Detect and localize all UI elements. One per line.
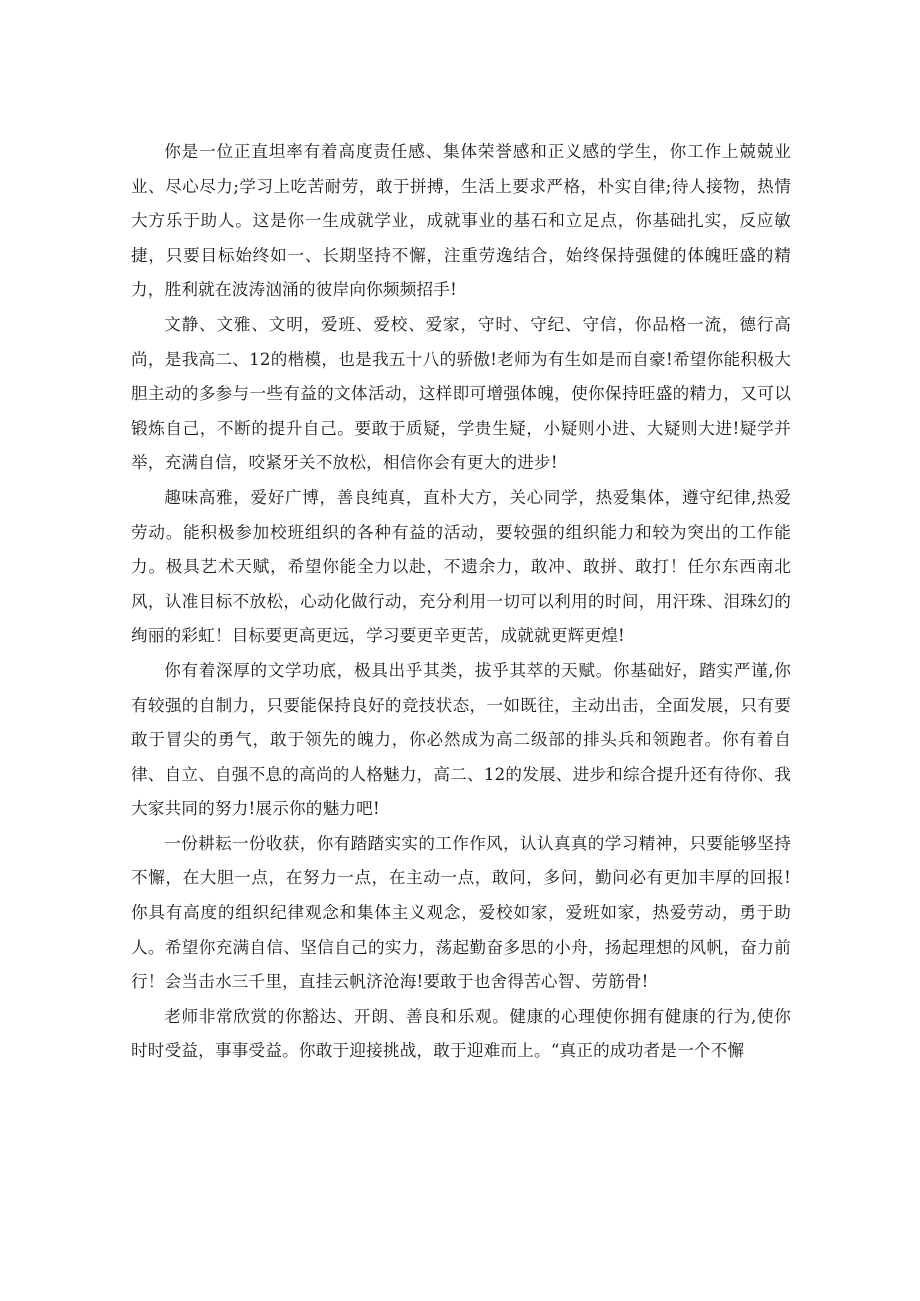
paragraph-6: 老师非常欣赏的你豁达、开朗、善良和乐观。健康的心理使你拥有健康的行为,使你时时受益，事事受益。你敢于迎接挑战，敢于迎难而上。“真正的成功者是一个不懈 [131, 1006, 791, 1061]
paragraph-2: 文静、文雅、文明，爱班、爱校、爱家，守时、守纪、守信，你品格一流，德行高尚，是我高二、12的楷模，也是我五十八的骄傲!老师为有生如是而自豪!希望你能积极大胆主动的多参与一些有益的文体活动，这样即可增强体魄，使你保持旺盛的精力，又可以锻炼自己，不断的提升自己。要敢于质疑，学贵生疑，小疑则小进、大疑则大进!疑学并举，充满自信，咬紧牙关不放松，相信你会有更大的进步! [131, 314, 791, 473]
document-page [131, 135, 791, 1069]
paragraph-1: 你是一位正直坦率有着高度责任感、集体荣誉感和正义感的学生，你工作上兢兢业业、尽心尽力;学习上吃苦耐劳，敢于拼搏，生活上要求严格，朴实自律;待人接物，热情大方乐于助人。这是你一生成就学业，成就事业的基石和立足点，你基础扎实，反应敏捷，只要目标始终如一、长期坚持不懈，注重劳逸结合，始终保持强健的体魄旺盛的精力，胜利就在波涛汹涌的彼岸向你频频招手! [131, 142, 791, 300]
paragraph-5: 一份耕耘一份收获，你有踏踏实实的工作作风，认认真真的学习精神，只要能够坚持不懈，在大胆一点，在努力一点，在主动一点，敢问，多问，勤问必有更加丰厚的回报!你具有高度的组织纪律观念和集体主义观念，爱校如家，爱班如家，热爱劳动，勇于助人。希望你充满自信、坚信自己的实力，荡起勤奋多思的小舟，扬起理想的风帆，奋力前行！会当击水三千里，直挂云帆济沧海!要敢于也舍得苦心智、劳筋骨! [131, 833, 791, 992]
paragraph-4: 你有着深厚的文学功底，极具出乎其类，拔乎其萃的天赋。你基础好，踏实严谨,你有较强的自制力，只要能保持良好的竞技状态，一如既往，主动出击，全面发展，只有要敢于冒尖的勇气，敢于领先的魄力，你必然成为高二级部的排头兵和领跑者。你有着自律、自立、自强不息的高尚的人格魅力，高二、12的发展、进步和综合提升还有待你、我大家共同的努力!展示你的魅力吧! [131, 660, 791, 819]
paragraph-3: 趣味高雅，爱好广博，善良纯真，直朴大方，关心同学，热爱集体，遵守纪律,热爱劳动。能积极参加校班组织的各种有益的活动，要较强的组织能力和较为突出的工作能力。极具艺术天赋，希望你能全力以赴，不遗余力，敢冲、敢拼、敢打！任尔东西南北风，认准目标不放松，心动化做行动，充分利用一切可以利用的时间，用汗珠、泪珠幻的绚丽的彩虹！目标要更高更远，学习要更辛更苦，成就就更辉更煌! [131, 487, 791, 646]
